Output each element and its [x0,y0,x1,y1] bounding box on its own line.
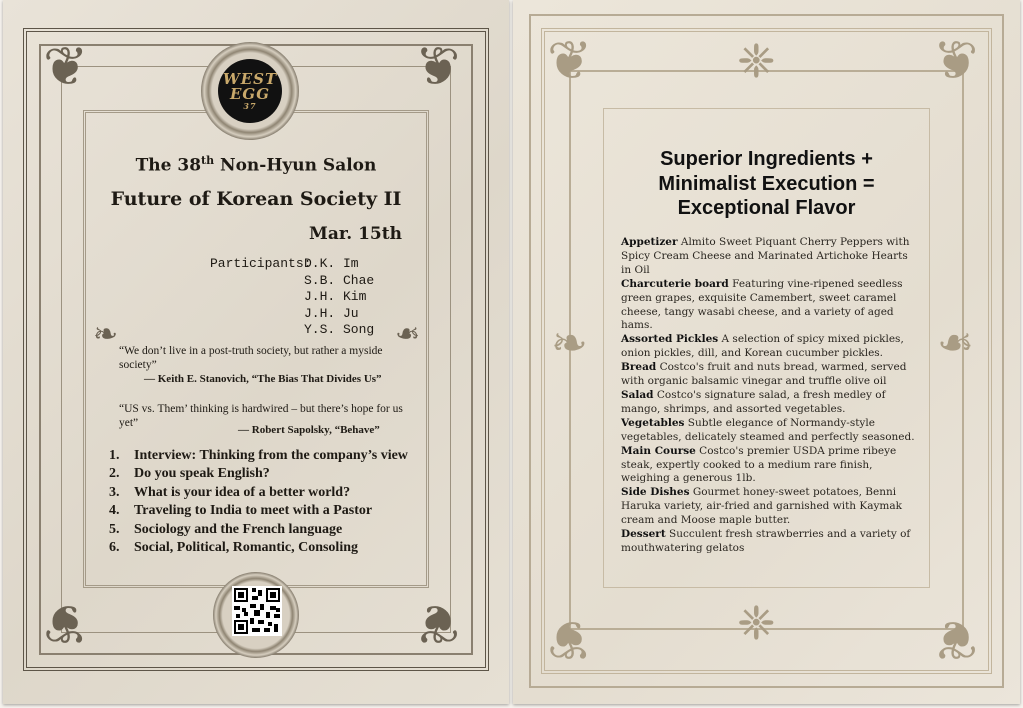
course-name: Charcuterie board [621,277,729,290]
menu-item [621,333,917,361]
salon-date: Mar. 15th [309,224,402,244]
topic-number: 1. [109,448,120,463]
headline-line: Exceptional Flavor [677,197,856,219]
topic-item [109,484,408,502]
participant-name: J.H. Ju [304,305,359,321]
top-crest-icon: ❈ [737,34,776,88]
topic-number: 6. [109,540,120,556]
topic-text: Sociology and the French language [134,521,343,537]
course-description: Almito Sweet Piquant Cherry Peppers with Spicy Cream Cheese and Marinated Artichoke Hearts in Oil [621,236,910,276]
menu-item [621,445,917,487]
corner-flourish-icon: ❦ [43,592,89,655]
participant-name: J.H. Kim [304,289,367,304]
participant-name: D.K. Im [304,256,359,271]
course-name: Bread [621,361,657,374]
topic-number: 2. [109,466,120,482]
corner-flourish-icon: ❦ [547,29,593,92]
corner-flourish-icon: ❦ [933,29,979,92]
quote-text: “US vs. Them’ thinking is hardwired – but there’s hope for us yet” [119,403,403,429]
side-scroll-icon: ❧ [551,318,588,369]
menu-headline [513,147,1020,221]
course-name: Assorted Pickles [621,333,719,346]
course-description: Costco's fruit and nuts bread, warmed, served with organic balsamic vinegar and truffle olive oil [621,361,907,388]
menu-item [621,528,917,556]
title-suffix: Non-Hyun Salon [214,155,377,176]
topic-number: 5. [109,521,120,537]
participants-label: Participants: [210,256,312,271]
topic-item [109,465,408,483]
participants-list [304,256,374,339]
title-superscript: th [201,154,215,167]
topic-item [109,502,408,520]
corner-flourish-icon: ❦ [415,592,461,655]
corner-flourish-icon: ❦ [547,608,593,671]
menu-item [621,236,917,278]
quote-author: — Robert Sapolsky, “Behave” [238,424,380,436]
menu-item [621,389,917,417]
topic-text: Do you speak English? [134,466,270,482]
quote-author: — Keith E. Stanovich, “The Bias That Divides Us” [144,373,382,385]
course-description: Gourmet honey-sweet potatoes, Benni Haruka variety, air-fried and garnished with Kaymak cream and Moose maple butter. [621,486,903,527]
menu-card [513,0,1020,704]
corner-flourish-icon: ❦ [43,35,89,98]
bottom-crest-icon: ❈ [737,596,776,650]
participant-name: S.B. Chae [304,272,375,288]
course-name: Vegetables [621,416,685,429]
salon-title [3,154,509,176]
topic-text: Traveling to India to meet with a Pastor [134,503,373,519]
side-scroll-icon: ❧ [937,318,974,369]
corner-flourish-icon: ❦ [415,35,461,98]
quote-text: “We don’t live in a post-truth society, but rather a myside society” [119,345,383,371]
topic-item [109,539,408,557]
course-name: Main Course [621,444,696,457]
logo-medallion [201,42,299,140]
course-name: Dessert [621,528,666,541]
topic-text: Interview: Thinking from the company’s view [134,448,408,463]
topic-item [109,447,408,465]
menu-item [621,278,917,334]
course-name: Salad [621,388,654,401]
course-description: Costco's signature salad, a fresh medley of mango, shrimps, and assorted vegetables. [621,388,886,415]
headline-line: Superior Ingredients + [660,148,873,170]
menu-items [621,236,917,556]
salon-subtitle: Future of Korean Society II [110,188,402,210]
logo-text: EGG [229,84,271,103]
course-name: Side Dishes [621,486,690,499]
course-description: Costco's premier USDA prime ribeye steak, expertly cooked to a medium rare finish, weighing a generous 1lb. [621,444,897,485]
topic-item [109,521,408,539]
menu-item [621,417,917,445]
qr-medallion [213,572,299,658]
west-egg-logo [218,59,282,123]
course-name: Appetizer [621,236,678,248]
course-description: Succulent fresh strawberries and a variety of mouthwatering gelatos [621,528,911,554]
course-description: Subtle elegance of Normandy-style vegetables, delicately steamed and perfectly seasoned. [621,416,915,443]
topic-text: Social, Political, Romantic, Consoling [134,540,358,556]
topic-text: What is your idea of a better world? [134,484,351,500]
discussion-topics-list [109,447,408,557]
topic-number: 4. [109,503,120,519]
menu-item [621,361,917,389]
qr-code-icon[interactable] [232,586,282,636]
course-description: Featuring vine-ripened seedless green grapes, exquisite Camembert, sweet caramel cheese, tangy wasabi cheese, and a variety of aged hams. [621,277,903,332]
logo-text: WEST [222,69,278,88]
logo-text: 37 [243,100,257,111]
topic-number: 3. [109,484,120,500]
participant-name: Y.S. Song [304,322,375,337]
menu-item [621,486,917,528]
corner-flourish-icon: ❦ [933,608,979,671]
title-prefix: The 38 [135,155,202,176]
course-description: A selection of spicy mixed pickles, onion pickles, dill, and Korean cucumber pickles. [621,333,904,360]
side-scroll-icon: ❧ [395,317,421,352]
headline-line: Minimalist Execution = [658,172,875,195]
side-scroll-icon: ❧ [93,317,119,352]
salon-invitation-card [3,0,509,704]
